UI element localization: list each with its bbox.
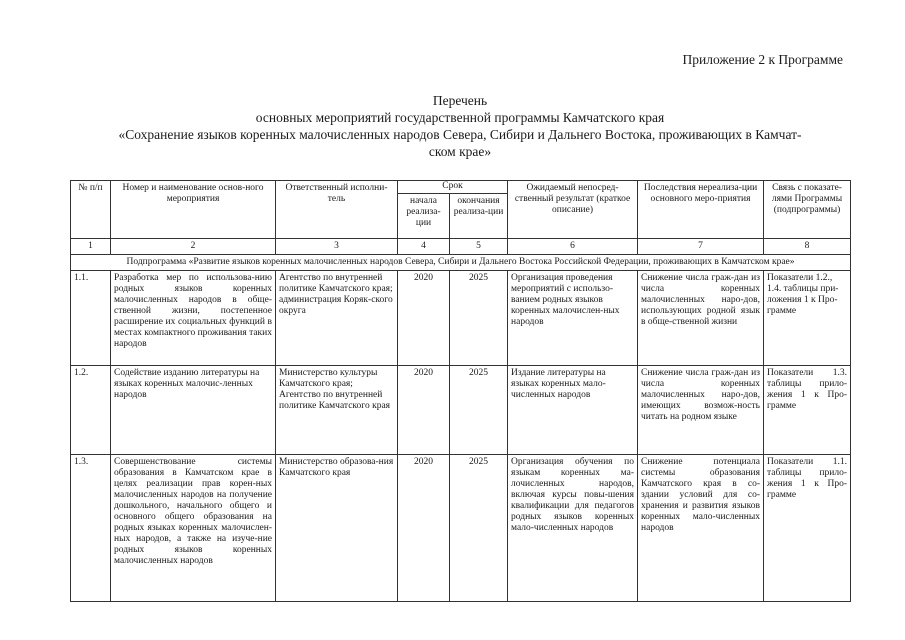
row-responsible: Агентство по внутренней политике Камчатского края; администрация Коряк-ского округа xyxy=(276,271,398,366)
row-result: Организация обучения по языкам коренных ма-лочисленных народов, включая курсы повы-шения квалификации для педагогов родных языков коренных мало-численных народов xyxy=(508,455,638,602)
subprogram-row xyxy=(71,255,851,271)
col-number: 1 xyxy=(71,239,111,255)
subprogram-title: Подпрограмма «Развитие языков коренных малочисленных народов Севера, Сибири и Дальнего Востока Российской Федерации, проживающих в Камчатском крае» xyxy=(71,255,851,271)
row-link: Показатели 1.2., 1.4. таблицы при-ложения 1 к Про-грамме xyxy=(764,271,851,366)
header-name: Номер и наименование основ-ного мероприятия xyxy=(111,181,276,239)
row-num: 1.3. xyxy=(71,455,111,602)
row-start: 2020 xyxy=(398,455,450,602)
column-number-row xyxy=(71,239,851,255)
row-name: Разработка мер по использова-нию родных языков коренных малочисленных народов в обще-ственной жизни, постепенное расширение их социальных функций в местах компактного проживания таких народов xyxy=(111,271,276,366)
header-result: Ожидаемый непосред-ственный результат (краткое описание) xyxy=(508,181,638,239)
table-row xyxy=(71,455,851,602)
heading-line-2: основных мероприятий государственной программы Камчатского края xyxy=(255,110,665,125)
row-responsible: Министерство культуры Камчатского края; Агентство по внутренней политике Камчатского края xyxy=(276,366,398,455)
col-number: 8 xyxy=(764,239,851,255)
row-end: 2025 xyxy=(450,271,508,366)
header-consequences: Последствия нереализа-ции основного меро-приятия xyxy=(638,181,764,239)
row-result: Организация проведения мероприятий с использо-ванием родных языков коренных малочислен-ных народов xyxy=(508,271,638,366)
table-row xyxy=(71,271,851,366)
col-number: 6 xyxy=(508,239,638,255)
table-row xyxy=(71,366,851,455)
header-row-1 xyxy=(71,181,851,194)
heading-line-3: «Сохранение языков коренных малочисленных народов Севера, Сибири и Дальнего Востока, проживающих в Камчат- xyxy=(118,127,802,142)
row-consequences: Снижение потенциала системы образования Камчатского края в со-здании условий для со-хранения и развития языков коренных мало-численных народов xyxy=(638,455,764,602)
header-start: начала реализа-ции xyxy=(398,194,450,239)
row-name: Совершенствование системы образования в Камчатском крае в целях реализации прав корен-ных малочисленных народов на получение дошкольного, начального общего и основного общего образования на родных языках коренных малочислен-ных народов, а также на изуче-ние родных языков коренных малочисленных народов xyxy=(111,455,276,602)
row-start: 2020 xyxy=(398,366,450,455)
header-link: Связь с показате-лями Программы (подпрограммы) xyxy=(764,181,851,239)
row-end: 2025 xyxy=(450,455,508,602)
appendix-label: Приложение 2 к Программе xyxy=(682,52,843,67)
header-end: окончания реализа-ции xyxy=(450,194,508,239)
heading-line-1: Перечень xyxy=(432,93,488,108)
row-start: 2020 xyxy=(398,271,450,366)
row-result: Издание литературы на языках коренных мало-численных народов xyxy=(508,366,638,455)
row-link: Показатели 1.3. таблицы прило-жения 1 к Про-грамме xyxy=(764,366,851,455)
row-link: Показатели 1.1. таблицы прило-жения 1 к Про-грамме xyxy=(764,455,851,602)
row-consequences: Снижение числа граж-дан из числа коренных малочисленных наро-дов, имеющих возмож-ность читать на родном языке xyxy=(638,366,764,455)
row-name: Содействие изданию литературы на языках коренных малочис-ленных народов xyxy=(111,366,276,455)
row-end: 2025 xyxy=(450,366,508,455)
col-number: 3 xyxy=(276,239,398,255)
heading-line-4: ском крае» xyxy=(428,144,492,159)
header-num: № п/п xyxy=(71,181,111,239)
row-num: 1.2. xyxy=(71,366,111,455)
row-responsible: Министерство образова-ния Камчатского края xyxy=(276,455,398,602)
row-consequences: Снижение числа граж-дан из числа коренных малочисленных наро-дов, использующих родной язык в обще-ственной жизни xyxy=(638,271,764,366)
col-number: 7 xyxy=(638,239,764,255)
measures-table xyxy=(70,180,851,602)
row-num: 1.1. xyxy=(71,271,111,366)
header-responsible: Ответственный исполни-тель xyxy=(276,181,398,239)
col-number: 5 xyxy=(450,239,508,255)
col-number: 2 xyxy=(111,239,276,255)
document-heading xyxy=(70,92,850,160)
col-number: 4 xyxy=(398,239,450,255)
header-term: Срок xyxy=(398,181,508,194)
